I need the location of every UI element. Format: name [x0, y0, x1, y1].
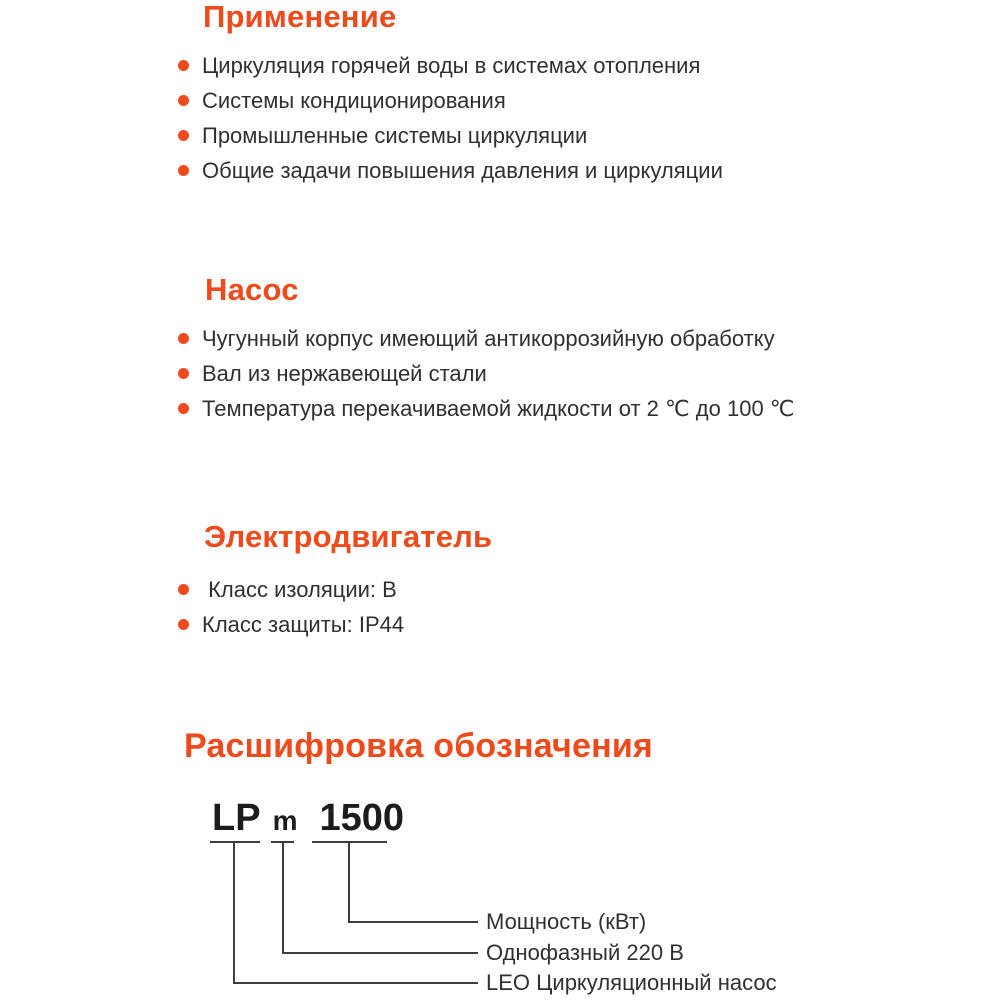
list-item-text: Общие задачи повышения давления и циркуляции — [202, 157, 723, 183]
designation-label-power: Мощность (кВт) — [486, 909, 647, 934]
section-title-pump: Насос — [205, 272, 299, 307]
leader-hline-phase — [282, 952, 478, 954]
bullet-icon — [178, 130, 189, 141]
section-title-motor: Электродвигатель — [204, 519, 493, 554]
list-item-text: Циркуляция горячей воды в системах отопления — [202, 52, 701, 78]
bullet-icon — [178, 333, 189, 344]
designation-label-series: LEO Циркуляционный насос — [486, 970, 777, 995]
bullet-icon — [178, 584, 189, 595]
list-item — [178, 572, 404, 607]
bullet-icon — [178, 403, 189, 414]
list-item-text: Чугунный корпус имеющий антикоррозийную обработку — [202, 325, 775, 351]
designation-label-phase: Однофазный 220 В — [486, 940, 684, 965]
leader-vline-phase — [282, 841, 284, 954]
bullet-icon — [178, 619, 189, 630]
leader-hline-series — [233, 982, 478, 984]
bullet-icon — [178, 60, 189, 71]
list-item — [178, 607, 404, 642]
list-item-text: Вал из нержавеющей стали — [202, 360, 487, 386]
application-list — [178, 48, 723, 188]
code-part-series: LP — [212, 797, 261, 839]
leader-hline-power — [348, 921, 478, 923]
bullet-icon — [178, 95, 189, 106]
list-item-text: Системы кондиционирования — [202, 87, 506, 113]
designation-code — [212, 799, 404, 837]
list-item — [178, 321, 795, 356]
code-part-phase: m — [272, 805, 298, 836]
code-part-power: 1500 — [319, 797, 405, 839]
list-item-text: Класс защиты: IP44 — [202, 611, 405, 637]
list-item-text: Класс изоляции: B — [202, 576, 397, 602]
section-title-application: Применение — [203, 0, 397, 34]
list-item — [178, 83, 723, 118]
list-item — [178, 391, 795, 426]
list-item — [178, 356, 795, 391]
list-item-text: Промышленные системы циркуляции — [202, 122, 588, 148]
pump-list — [178, 321, 795, 426]
bullet-icon — [178, 165, 189, 176]
list-item — [178, 48, 723, 83]
list-item-text: Температура перекачиваемой жидкости от 2 ℃ до 100 ℃ — [202, 395, 795, 421]
code-underline-series — [210, 841, 260, 843]
list-item — [178, 153, 723, 188]
motor-list — [178, 572, 404, 642]
leader-vline-power — [348, 841, 350, 923]
list-item — [178, 118, 723, 153]
leader-vline-series — [233, 841, 235, 984]
bullet-icon — [178, 368, 189, 379]
section-title-designation: Расшифровка обозначения — [184, 727, 653, 765]
